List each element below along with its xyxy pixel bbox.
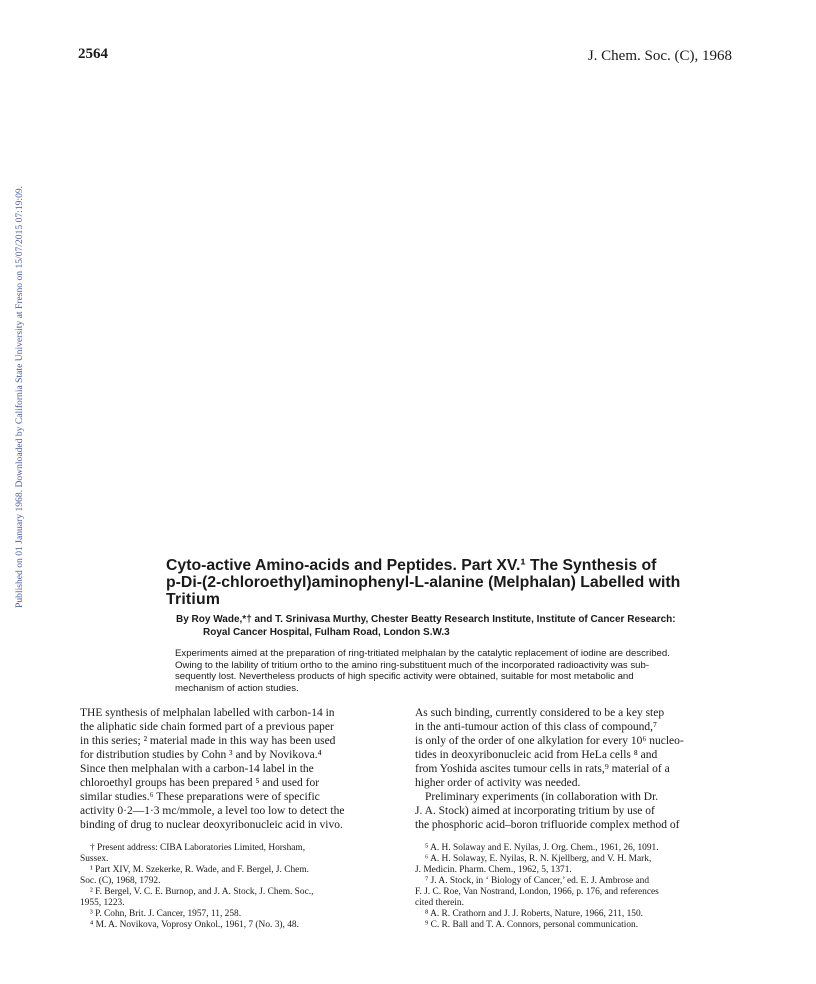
footnote-line: Sussex. xyxy=(80,854,109,864)
footnote-line: ⁵ A. H. Solaway and E. Nyilas, J. Org. Chem., 1961, 26, 1091. xyxy=(425,843,659,853)
body-line: As such binding, currently considered to be a key step xyxy=(415,707,665,719)
author-affiliation xyxy=(176,613,736,639)
footnote-line: ⁶ A. H. Solaway, E. Nyilas, R. N. Kjellberg, and V. H. Mark, xyxy=(425,854,652,864)
footnotes-left xyxy=(80,843,398,931)
body-line: Preliminary experiments (in collaboration with Dr. xyxy=(425,791,659,803)
body-line: activity 0·2—1·3 mc/mmole, a level too low to detect the xyxy=(80,805,345,817)
download-watermark xyxy=(0,0,24,984)
journal-reference: J. Chem. Soc. (C), 1968 xyxy=(587,48,732,64)
body-line: THE synthesis of melphalan labelled with carbon-14 in xyxy=(80,707,335,719)
body-line: the aliphatic side chain formed part of a previous paper xyxy=(80,721,334,733)
abstract-line: Owing to the lability of tritium ortho to the amino ring-substituent much of the incorporated radioactivity was sub- xyxy=(175,659,650,671)
body-line: for distribution studies by Cohn ³ and by Novikova.⁴ xyxy=(80,749,322,761)
body-column-right xyxy=(415,706,737,832)
body-line: higher order of activity was needed. xyxy=(415,777,581,789)
body-line: in this series; ² material made in this way has been used xyxy=(80,735,336,747)
watermark-text[interactable]: Published on 01 January 1968. Downloaded by California State University at Fresno on 15/07/2015 07:19:09. xyxy=(14,185,25,608)
footnote-line: † Present address: CIBA Laboratories Limited, Horsham, xyxy=(90,843,306,853)
title-line-1: Cyto-active Amino-acids and Peptides. Part XV.¹ The Synthesis of xyxy=(166,557,657,574)
footnote-line: Soc. (C), 1968, 1792. xyxy=(80,876,161,886)
title-line-3: Tritium xyxy=(166,591,221,608)
footnote-line: ³ P. Cohn, Brit. J. Cancer, 1957, 11, 258. xyxy=(90,909,242,919)
body-line: binding of drug to nuclear deoxyribonucleic acid in vivo. xyxy=(80,819,343,831)
footnote-line: ⁸ A. R. Crathorn and J. J. Roberts, Nature, 1966, 211, 150. xyxy=(425,909,644,919)
footnotes-right xyxy=(415,843,737,931)
body-line: in the anti-tumour action of this class of compound,⁷ xyxy=(415,721,657,733)
footnote-line: ¹ Part XIV, M. Szekerke, R. Wade, and F. Bergel, J. Chem. xyxy=(90,865,309,875)
footnote-line: F. J. C. Roe, Van Nostrand, London, 1966, p. 176, and references xyxy=(415,887,659,897)
title-line-2: p-Di-(2-chloroethyl)aminophenyl-L-alanine (Melphalan) Labelled with xyxy=(166,574,681,591)
footnote-line: cited therein. xyxy=(415,898,464,908)
footnote-line: ² F. Bergel, V. C. E. Burnop, and J. A. Stock, J. Chem. Soc., xyxy=(90,887,314,897)
body-line: J. A. Stock) aimed at incorporating tritium by use of xyxy=(415,805,655,817)
body-line: chloroethyl groups has been prepared ⁵ and used for xyxy=(80,777,320,789)
footnote-line: J. Medicin. Pharm. Chem., 1962, 5, 1371. xyxy=(415,865,572,875)
abstract xyxy=(175,648,735,694)
body-column-left xyxy=(80,706,398,832)
authors-line-1: By Roy Wade,*† and T. Srinivasa Murthy, Chester Beatty Research Institute, Institute of Cancer Research: xyxy=(176,614,676,625)
footnote-line: ⁷ J. A. Stock, in ‘ Biology of Cancer,’ ed. E. J. Ambrose and xyxy=(425,876,650,886)
authors-line-2: Royal Cancer Hospital, Fulham Road, London S.W.3 xyxy=(203,627,450,638)
page-number: 2564 xyxy=(78,46,108,62)
footnote-line: ⁴ M. A. Novikova, Voprosy Onkol., 1961, 7 (No. 3), 48. xyxy=(90,920,299,930)
footnote-line: 1955, 1223. xyxy=(80,898,125,908)
abstract-line: sequently lost. Nevertheless products of high specific activity were obtained, suitable for most metabolic and xyxy=(175,671,634,683)
article-title xyxy=(166,557,734,608)
abstract-line: mechanism of action studies. xyxy=(175,682,299,694)
body-line: Since then melphalan with a carbon-14 label in the xyxy=(80,763,314,775)
footnote-line: ⁹ C. R. Ball and T. A. Connors, personal communication. xyxy=(425,920,639,930)
abstract-line: Experiments aimed at the preparation of ring-tritiated melphalan by the catalytic replacement of iodine are described. xyxy=(175,648,670,659)
body-line: tides in deoxyribonucleic acid from HeLa cells ⁸ and xyxy=(415,749,658,761)
body-line: from Yoshida ascites tumour cells in rats,⁹ material of a xyxy=(415,763,670,775)
body-line: is only of the order of one alkylation for every 10⁶ nucleo- xyxy=(415,735,684,747)
body-line: similar studies.⁶ These preparations were of specific xyxy=(80,791,320,803)
body-line: the phosphoric acid–boron trifluoride complex method of xyxy=(415,819,680,831)
